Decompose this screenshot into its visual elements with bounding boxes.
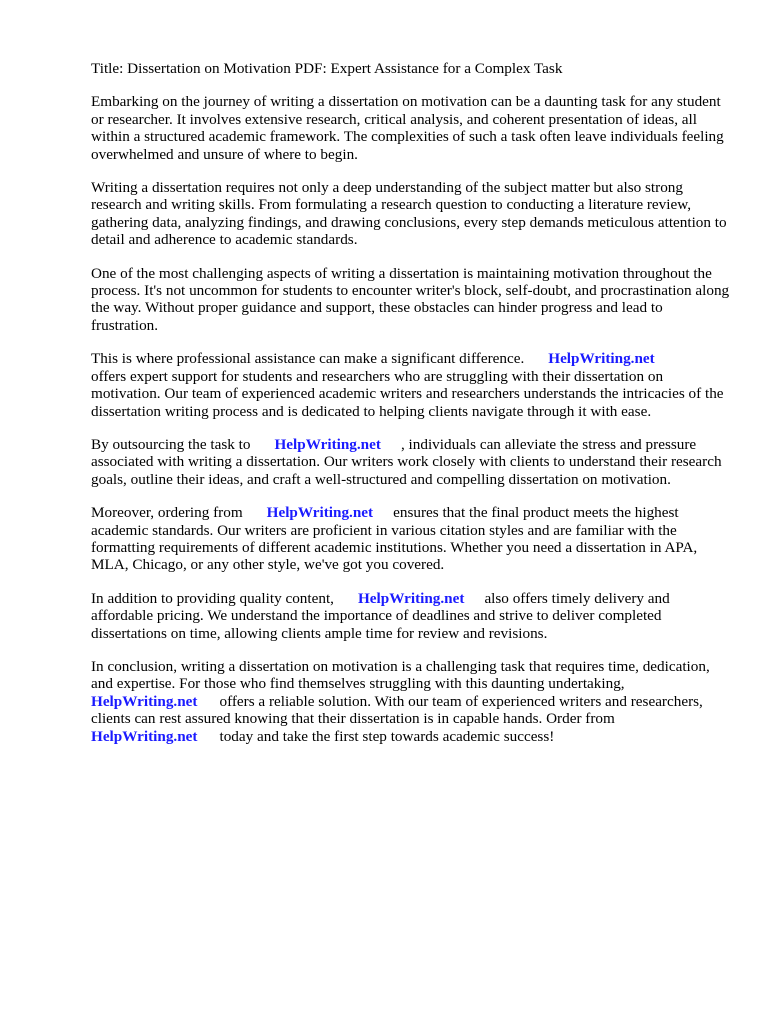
- paragraph-text: Moreover, ordering from: [91, 504, 243, 522]
- paragraph-text: By outsourcing the task to: [91, 435, 251, 453]
- helpwriting-link[interactable]: HelpWriting.net: [91, 692, 198, 710]
- paragraph-text: offers expert support for students and researchers who are struggling with their dissertation on motivation. Our team of experienced academic writers and researchers understands the intricacies of the dissertation writing process and is dedicated to helping clients navigate through it with ease.: [91, 367, 724, 420]
- paragraph-quality: [91, 590, 731, 642]
- paragraph-text: , individuals can alleviate the stress and pressure associated with writing a dissertation. Our writers work closely with clients to understand their research goals, outline their ideas, and craft a well-structured and compelling dissertation on motivation.: [91, 435, 722, 488]
- helpwriting-link[interactable]: HelpWriting.net: [91, 727, 198, 745]
- paragraph-text: offers a reliable solution. With our team of experienced writers and researchers, clients can rest assured knowing that their dissertation is in capable hands. Order from: [91, 692, 703, 728]
- paragraph-outsourcing: [91, 436, 731, 488]
- paragraph-text: In conclusion, writing a dissertation on motivation is a challenging task that requires time, dedication, and expertise. For those who find themselves struggling with this daunting undertaking,: [91, 657, 710, 693]
- document-title: Title: Dissertation on Motivation PDF: Expert Assistance for a Complex Task: [91, 60, 563, 77]
- paragraph-text: In addition to providing quality content,: [91, 589, 334, 607]
- paragraph-text: This is where professional assistance can make a significant difference.: [91, 350, 525, 368]
- paragraph-ordering: [91, 504, 731, 574]
- helpwriting-link[interactable]: HelpWriting.net: [266, 504, 374, 522]
- paragraph-text: today and take the first step towards academic success!: [219, 727, 555, 745]
- paragraph-text: ensures that the final product meets the highest academic standards. Our writers are proficient in various citation styles and are familiar with the formatting requirements of different academic institutions. Whether you need a dissertation in APA, MLA, Chicago, or any other style, we've got you covered.: [91, 504, 698, 574]
- paragraph-text: also offers timely delivery and affordable pricing. We understand the importance of deadlines and strive to deliver completed dissertations on time, allowing clients ample time for review and revisions.: [91, 589, 670, 642]
- paragraph-conclusion: [91, 658, 731, 745]
- helpwriting-link[interactable]: HelpWriting.net: [357, 589, 465, 607]
- helpwriting-link[interactable]: HelpWriting.net: [548, 350, 655, 368]
- paragraph-intro: Embarking on the journey of writing a dissertation on motivation can be a daunting task for any student or researcher. It involves extensive research, critical analysis, and coherent presentation of ideas, all within a structured academic framework. The complexities of such a task often leave individuals feeling overwhelmed and unsure of where to begin.: [91, 93, 724, 163]
- paragraph-professional-assistance: [91, 350, 731, 420]
- document-page: [91, 60, 731, 761]
- helpwriting-link[interactable]: HelpWriting.net: [274, 435, 381, 453]
- paragraph-challenges: One of the most challenging aspects of writing a dissertation is maintaining motivation throughout the process. It's not uncommon for students to encounter writer's block, self-doubt, and procrastination along the way. Without proper guidance and support, these obstacles can hinder progress and lead to frustration.: [91, 264, 730, 334]
- paragraph-requirements: Writing a dissertation requires not only a deep understanding of the subject matter but also strong research and writing skills. From formulating a research question to conducting a literature review, gathering data, analyzing findings, and drawing conclusions, every step demands meticulous attention to detail and adherence to academic standards.: [91, 179, 727, 249]
